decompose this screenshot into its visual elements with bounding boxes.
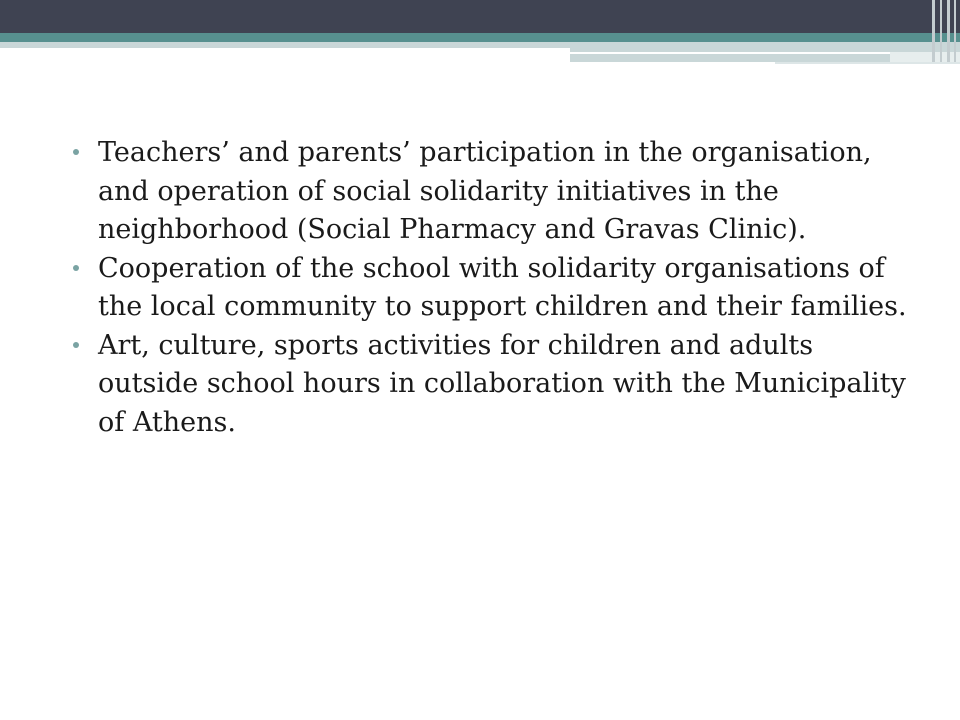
header-dark-band: [0, 0, 960, 33]
header-light-band-left: [0, 42, 570, 48]
bullet-dot-icon: [73, 342, 79, 348]
bullet-text: Cooperation of the school with solidarity organisations of the local community to support children and their families.: [98, 252, 907, 322]
bullet-item: [72, 134, 912, 250]
bullet-text: Teachers’ and parents’ participation in the organisation, and operation of social solidarity initiatives in the neighborhood (Social Pharmacy and Gravas Clinic).: [98, 137, 872, 245]
header-vertical-stripe: [947, 0, 950, 62]
bullet-dot-icon: [73, 149, 79, 155]
slide-body: [72, 134, 912, 442]
bullet-dot-icon: [73, 265, 79, 271]
header-vertical-stripe: [932, 0, 935, 62]
bullet-item: [72, 327, 912, 443]
header-thin-line: [775, 62, 960, 64]
bullet-list: [72, 134, 912, 442]
bullet-item: [72, 250, 912, 327]
bullet-text: Art, culture, sports activities for children and adults outside school hours in collaboration with the Municipality of Athens.: [98, 329, 906, 438]
header-white-line: [570, 52, 890, 54]
header-teal-band: [0, 33, 960, 42]
header-vertical-stripe: [954, 0, 956, 62]
header-vertical-stripe: [940, 0, 942, 62]
